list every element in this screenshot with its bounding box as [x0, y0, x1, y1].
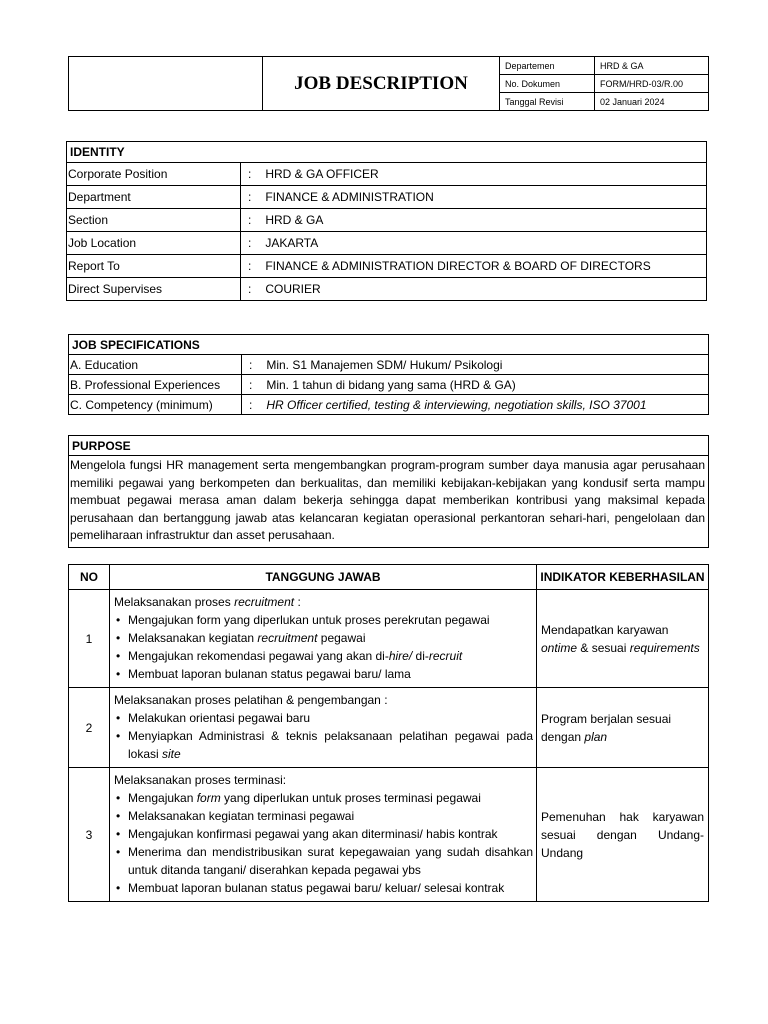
purpose-heading: PURPOSE: [69, 436, 709, 456]
list-item: • Membuat laporan bulanan status pegawai baru/ lama: [114, 665, 533, 683]
specification-label: A. Education: [69, 355, 242, 375]
colon: :: [248, 213, 252, 227]
responsibility-list: [114, 789, 533, 897]
identity-value-cell: [241, 186, 707, 209]
responsibility-cell: [110, 688, 537, 768]
purpose-text: Mengelola fungsi HR management serta mengembangkan program-program sumber daya manusia agar perusahaan memiliki pegawai yang berkompeten dan berkualitas, dan memiliki kebijakan-kebijakan yang kondusif serta mampu membuat pegawai merasa aman dalam bekerja sehingga dapat memberikan kontribusi yang maksimal kepada perusahaan dan bertanggung jawab atas kelancaran kegiatan operasional perkantoran sehari-hari, pengelolaan dan pemeliharaan infrastruktur dan asset perusahaan.: [69, 456, 709, 548]
specification-value: Min. S1 Manajemen SDM/ Hukum/ Psikologi: [266, 357, 503, 372]
identity-value: HRD & GA OFFICER: [265, 167, 379, 181]
list-item: • Melakukan orientasi pegawai baru: [114, 709, 533, 727]
column-header-responsibility: TANGGUNG JAWAB: [110, 565, 537, 590]
identity-table: [66, 141, 707, 301]
success-indicator: Pemenuhan hak karyawan sesuai dengan Undang-Undang: [537, 768, 709, 902]
list-item: • Membuat laporan bulanan status pegawai baru/ keluar/ selesai kontrak: [114, 879, 533, 897]
identity-value: COURIER: [265, 282, 321, 296]
column-header-no: NO: [69, 565, 110, 590]
row-number: 2: [69, 688, 110, 768]
job-specifications-table: [68, 334, 709, 415]
responsibility-row: [69, 768, 709, 902]
identity-row: [67, 278, 707, 301]
colon: :: [248, 167, 252, 181]
purpose-table: [68, 435, 709, 548]
responsibility-intro: Melaksanakan proses terminasi:: [114, 773, 287, 787]
identity-value-cell: [241, 255, 707, 278]
identity-value: JAKARTA: [265, 236, 319, 250]
colon: :: [249, 397, 253, 412]
identity-row: [67, 186, 707, 209]
colon: :: [249, 377, 253, 392]
specification-value-cell: [242, 355, 709, 375]
row-number: 3: [69, 768, 110, 902]
identity-row: [67, 232, 707, 255]
identity-row: [67, 209, 707, 232]
logo-placeholder: [69, 57, 263, 111]
specification-row: [69, 355, 709, 375]
specification-row: [69, 375, 709, 395]
identity-value-cell: [241, 278, 707, 301]
colon: :: [248, 259, 252, 273]
specification-value: Min. 1 tahun di bidang yang sama (HRD & GA): [266, 377, 516, 392]
identity-value: FINANCE & ADMINISTRATION: [265, 190, 434, 204]
specification-value: HR Officer certified, testing & interviewing, negotiation skills, ISO 37001: [266, 397, 647, 412]
responsibilities-table: [68, 564, 709, 902]
specification-label: B. Professional Experiences: [69, 375, 242, 395]
responsibility-intro: Melaksanakan proses recruitment :: [114, 595, 301, 609]
list-item: • Mengajukan konfirmasi pegawai yang akan diterminasi/ habis kontrak: [114, 825, 533, 843]
colon: :: [248, 282, 252, 296]
specification-row: [69, 395, 709, 415]
meta-key-document-number: No. Dokumen: [500, 75, 595, 93]
column-header-success-indicator: INDIKATOR KEBERHASILAN: [537, 565, 709, 590]
list-item: • Mengajukan form yang diperlukan untuk proses perekrutan pegawai: [114, 611, 533, 629]
identity-heading: IDENTITY: [67, 142, 707, 163]
meta-key-revision-date: Tanggal Revisi: [500, 93, 595, 111]
document-header: [68, 56, 709, 111]
list-item: • Melaksanakan kegiatan terminasi pegawai: [114, 807, 533, 825]
list-item: • Menerima dan mendistribusikan surat kepegawaian yang sudah disahkan untuk ditanda tangani/ diserahkan kepada pegawai ybs: [114, 843, 533, 879]
row-number: 1: [69, 590, 110, 688]
identity-label: Direct Supervises: [67, 278, 241, 301]
identity-value: FINANCE & ADMINISTRATION DIRECTOR & BOARD OF DIRECTORS: [265, 259, 651, 273]
responsibility-list: [114, 709, 533, 763]
colon: :: [248, 236, 252, 250]
list-item: • Mengajukan rekomendasi pegawai yang akan di-hire/ di-recruit: [114, 647, 533, 665]
responsibility-row: [69, 590, 709, 688]
identity-label: Department: [67, 186, 241, 209]
colon: :: [248, 190, 252, 204]
success-indicator: Program berjalan sesuai dengan plan: [537, 688, 709, 768]
meta-value-revision-date: 02 Januari 2024: [595, 93, 709, 111]
specification-value-cell: [242, 375, 709, 395]
meta-value-department: HRD & GA: [595, 57, 709, 75]
list-item: • Menyiapkan Administrasi & teknis pelaksanaan pelatihan pegawai pada lokasi site: [114, 727, 533, 763]
responsibility-intro: Melaksanakan proses pelatihan & pengembangan :: [114, 693, 388, 707]
identity-label: Job Location: [67, 232, 241, 255]
list-item: • Mengajukan form yang diperlukan untuk proses terminasi pegawai: [114, 789, 533, 807]
responsibility-cell: [110, 590, 537, 688]
colon: :: [249, 357, 253, 372]
identity-row: [67, 163, 707, 186]
meta-value-document-number: FORM/HRD-03/R.00: [595, 75, 709, 93]
identity-value-cell: [241, 163, 707, 186]
identity-label: Corporate Position: [67, 163, 241, 186]
identity-value-cell: [241, 232, 707, 255]
specifications-heading: JOB SPECIFICATIONS: [69, 335, 709, 355]
identity-label: Report To: [67, 255, 241, 278]
success-indicator: Mendapatkan karyawan ontime & sesuai requirements: [537, 590, 709, 688]
identity-row: [67, 255, 707, 278]
responsibility-row: [69, 688, 709, 768]
identity-value-cell: [241, 209, 707, 232]
responsibility-list: [114, 611, 533, 683]
document-title: JOB DESCRIPTION: [263, 57, 500, 111]
specification-value-cell: [242, 395, 709, 415]
responsibility-cell: [110, 768, 537, 902]
specification-label: C. Competency (minimum): [69, 395, 242, 415]
identity-value: HRD & GA: [265, 213, 324, 227]
identity-label: Section: [67, 209, 241, 232]
meta-key-department: Departemen: [500, 57, 595, 75]
list-item: • Melaksanakan kegiatan recruitment pegawai: [114, 629, 533, 647]
